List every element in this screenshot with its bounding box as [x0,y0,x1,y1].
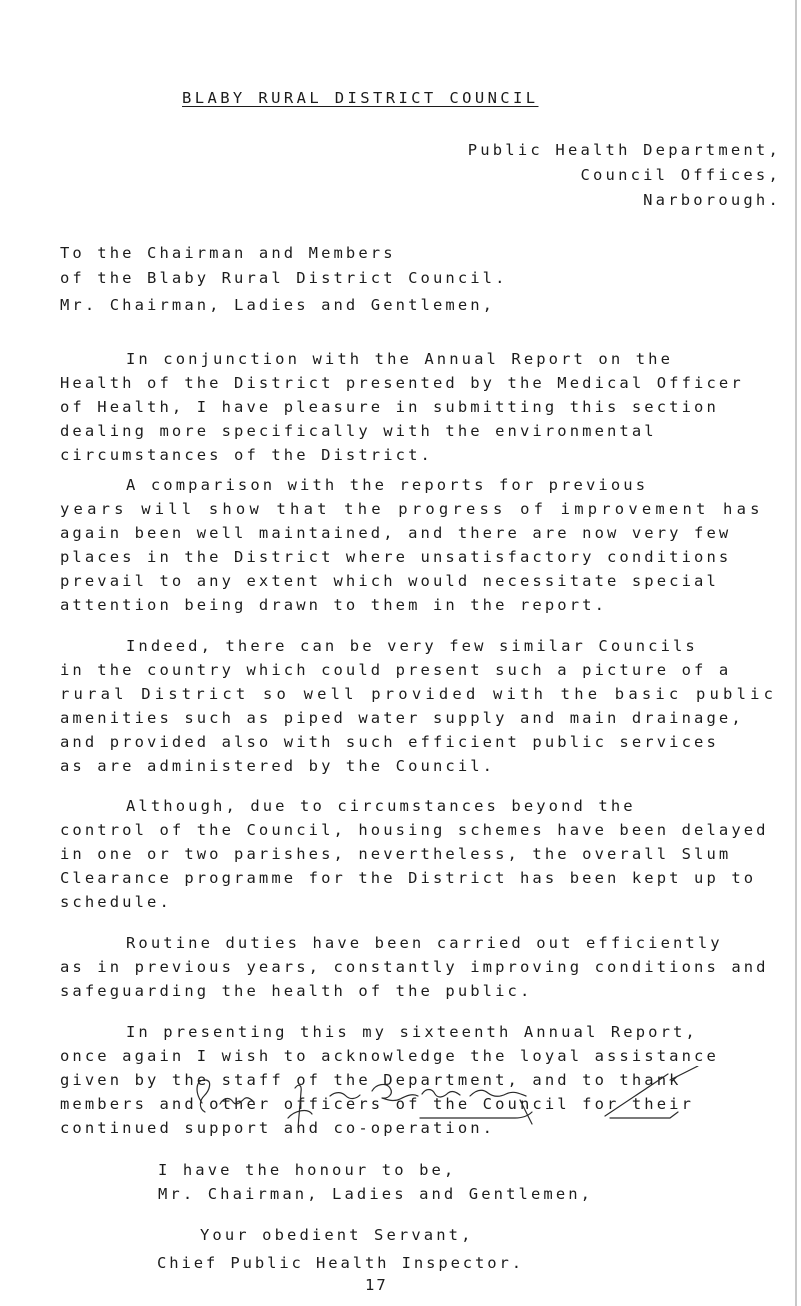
paragraph-5-line: as in previous years, constantly improving conditions and [60,958,769,976]
handwritten-signature [150,1066,710,1136]
paragraph-1-line: of Health, I have pleasure in submitting this section [60,398,719,416]
paragraph-6-line: once again I wish to acknowledge the loyal assistance [60,1047,719,1065]
paragraph-5-line: Routine duties have been carried out efficiently [126,934,723,952]
paragraph-3-line: and provided also with such efficient public services [60,733,719,751]
paragraph-2-line: places in the District where unsatisfactory conditions [60,548,732,566]
complimentary-close: Your obedient Servant, [200,1226,474,1244]
paragraph-3-line: Indeed, there can be very few similar Councils [126,637,698,655]
salutation: Mr. Chairman, Ladies and Gentlemen, [60,296,496,314]
paragraph-4-line: Although, due to circumstances beyond the [126,797,636,815]
address-line-3: Narborough. [643,191,781,209]
paragraph-6-line: given by the staff of the Department, and to thank [60,1071,682,1089]
addressee-line-1: To the Chairman and Members [60,244,396,262]
closing-line-2: Mr. Chairman, Ladies and Gentlemen, [158,1185,594,1203]
paragraph-2-line: years will show that the progress of improvement has [60,500,764,518]
paragraph-6-line: In presenting this my sixteenth Annual Report, [126,1023,698,1041]
paragraph-3-line: in the country which could present such a picture of a [60,661,732,679]
council-heading: BLABY RURAL DISTRICT COUNCIL [182,89,539,107]
paragraph-1-line: Health of the District presented by the Medical Officer [60,374,744,392]
paragraph-4-line: schedule. [60,893,172,911]
paragraph-5-line: safeguarding the health of the public. [60,982,533,1000]
closing-line-1: I have the honour to be, [158,1161,457,1179]
paragraph-1-line: In conjunction with the Annual Report on the [126,350,673,368]
signatory-title: Chief Public Health Inspector. [157,1254,524,1272]
paragraph-2-line: attention being drawn to them in the report. [60,596,607,614]
paragraph-1-line: dealing more specifically with the environmental [60,422,657,440]
paragraph-1-line: circumstances of the District. [60,446,433,464]
paragraph-2-line: A comparison with the reports for previous [126,476,649,494]
page-edge-rule [795,0,797,1306]
paragraph-4-line: control of the Council, housing schemes have been delayed [60,821,769,839]
paragraph-2-line: prevail to any extent which would necessitate special [60,572,719,590]
paragraph-3-line: rural District so well provided with the basic public [60,685,778,703]
addressee-line-2: of the Blaby Rural District Council. [60,269,508,287]
paragraph-4-line: Clearance programme for the District has been kept up to [60,869,757,887]
paragraph-2-line: again been well maintained, and there are now very few [60,524,732,542]
address-line-2: Council Offices, [580,166,781,184]
page-number: 17 [365,1276,388,1294]
paragraph-3-line: as are administered by the Council. [60,757,496,775]
paragraph-3-line: amenities such as piped water supply and main drainage, [60,709,744,727]
paragraph-6-line: members and other officers of the Council for their [60,1095,695,1113]
address-line-1: Public Health Department, [467,141,781,159]
paragraph-4-line: in one or two parishes, nevertheless, the overall Slum [60,845,732,863]
paragraph-6-line: continued support and co-operation. [60,1119,496,1137]
